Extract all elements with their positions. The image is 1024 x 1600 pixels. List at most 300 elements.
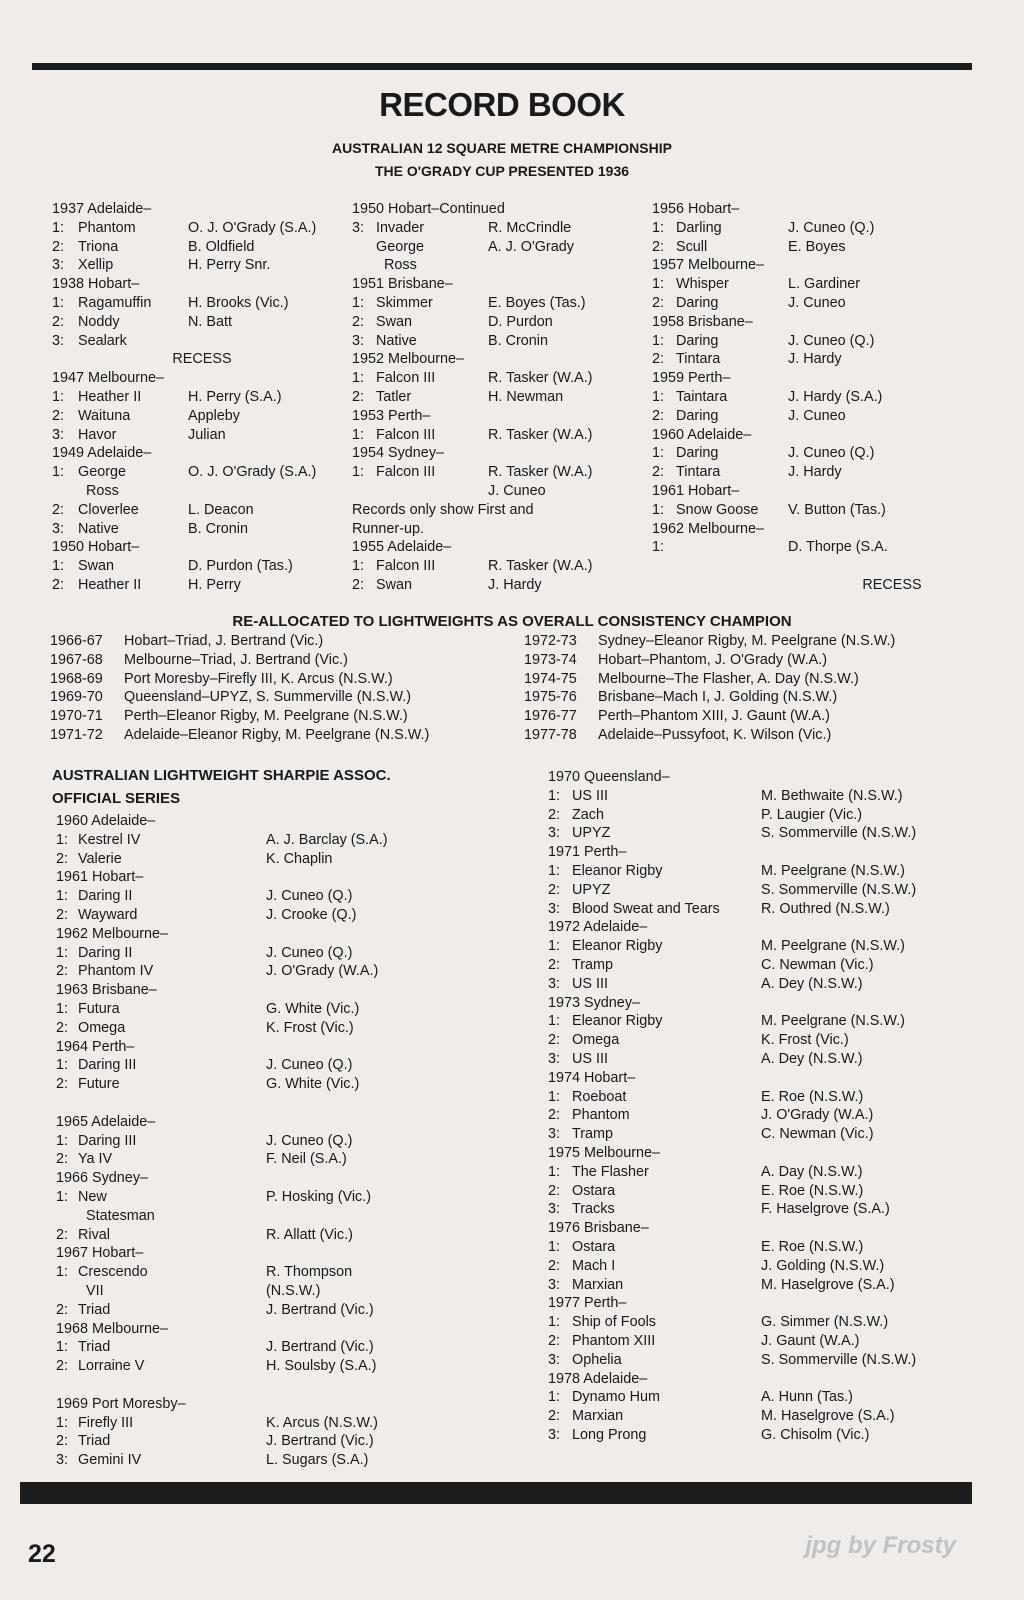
record-row bbox=[548, 1407, 978, 1426]
yacht-name: Ophelia bbox=[572, 1351, 622, 1368]
place-or-heading: 2: bbox=[548, 881, 561, 898]
place-or-heading: 2: bbox=[52, 238, 65, 255]
place-or-heading: 1: bbox=[52, 558, 65, 575]
season: 1968-69 bbox=[50, 670, 103, 687]
skipper: J. Cuneo bbox=[788, 294, 846, 311]
place-or-heading: 1976 Brisbane– bbox=[548, 1220, 649, 1237]
championship-column-3 bbox=[652, 200, 922, 595]
skipper: P. Laugier (Vic.) bbox=[761, 806, 863, 823]
record-row bbox=[548, 881, 978, 900]
record-row bbox=[56, 1263, 486, 1282]
yacht-name: Daring III bbox=[78, 1132, 137, 1149]
record-row bbox=[56, 944, 486, 963]
yacht-name: Blood Sweat and Tears bbox=[572, 900, 720, 917]
record-row bbox=[548, 1125, 978, 1144]
record-row bbox=[56, 812, 486, 831]
record-row bbox=[548, 1012, 978, 1031]
place-or-heading: 1960 Adelaide– bbox=[652, 426, 752, 443]
skipper: (N.S.W.) bbox=[266, 1282, 321, 1299]
sharpie-subtitle: OFFICIAL SERIES bbox=[52, 790, 181, 807]
record-row bbox=[56, 1000, 486, 1019]
place-or-heading: 2: bbox=[56, 1301, 69, 1318]
record-row bbox=[56, 868, 486, 887]
skipper: R. Tasker (W.A.) bbox=[488, 558, 593, 575]
place-or-heading: 3: bbox=[52, 332, 65, 349]
record-row bbox=[548, 975, 978, 994]
skipper: F. Haselgrove (S.A.) bbox=[761, 1201, 890, 1218]
record-row bbox=[548, 1050, 978, 1069]
result: Melbourne–The Flasher, A. Day (N.S.W.) bbox=[598, 670, 859, 687]
record-row bbox=[56, 1451, 486, 1470]
reallocated-heading: RE-ALLOCATED TO LIGHTWEIGHTS AS OVERALL CONSISTENCY CHAMPION bbox=[232, 613, 792, 630]
yacht-name: Ross bbox=[376, 257, 417, 274]
result: Perth–Eleanor Rigby, M. Peelgrane (N.S.W.) bbox=[124, 708, 408, 725]
record-entry bbox=[524, 670, 984, 689]
record-row bbox=[56, 981, 486, 1000]
place-or-heading: 1972 Adelaide– bbox=[548, 919, 648, 936]
yacht-name: Omega bbox=[572, 1032, 620, 1049]
place-or-heading: 2: bbox=[56, 1151, 69, 1168]
yacht-name: Valerie bbox=[78, 850, 122, 867]
place-or-heading: 1960 Adelaide– bbox=[56, 813, 156, 829]
result: Perth–Phantom XIII, J. Gaunt (W.A.) bbox=[598, 708, 830, 725]
yacht-name: Gemini IV bbox=[78, 1452, 142, 1469]
yacht-name: Ya IV bbox=[78, 1151, 113, 1168]
yacht-name: Daring II bbox=[78, 888, 133, 905]
yacht-name: Darling bbox=[676, 219, 722, 236]
place-or-heading: 1957 Melbourne– bbox=[652, 257, 765, 274]
record-row bbox=[352, 482, 642, 501]
record-row bbox=[652, 275, 922, 294]
record-row bbox=[548, 1388, 978, 1407]
yacht-name: Future bbox=[78, 1076, 120, 1093]
skipper: J. Hardy bbox=[788, 351, 842, 368]
record-row bbox=[652, 200, 922, 219]
place-or-heading: 1: bbox=[56, 1339, 69, 1356]
recess-label: RECESS bbox=[172, 351, 232, 368]
season: 1966-67 bbox=[50, 633, 103, 649]
skipper: J. Hardy (S.A.) bbox=[788, 388, 883, 405]
yacht-name: George bbox=[376, 238, 424, 255]
record-row bbox=[56, 1282, 486, 1301]
skipper: K. Frost (Vic.) bbox=[761, 1032, 849, 1049]
record-row bbox=[548, 1332, 978, 1351]
season: 1976-77 bbox=[524, 708, 577, 725]
record-row bbox=[652, 219, 922, 238]
place-or-heading: 1: bbox=[352, 370, 365, 387]
yacht-name: New bbox=[78, 1188, 107, 1205]
skipper: O. J. O'Grady (S.A.) bbox=[188, 464, 317, 481]
place-or-heading: 3: bbox=[548, 1276, 561, 1293]
skipper: K. Chaplin bbox=[266, 850, 333, 867]
yacht-name: US III bbox=[572, 787, 608, 804]
place-or-heading: 2: bbox=[548, 1182, 561, 1199]
skipper: B. Cronin bbox=[188, 520, 248, 537]
place-or-heading: 1956 Hobart– bbox=[652, 201, 740, 217]
place-or-heading: 1970 Queensland– bbox=[548, 769, 670, 785]
yacht-name: Futura bbox=[78, 1000, 120, 1017]
skipper: J. Gaunt (W.A.) bbox=[761, 1332, 860, 1349]
record-row bbox=[352, 256, 642, 275]
record-entry bbox=[50, 632, 510, 651]
record-row bbox=[52, 369, 342, 388]
place-or-heading: 3: bbox=[548, 1126, 561, 1143]
place-or-heading: 1949 Adelaide– bbox=[52, 445, 152, 462]
record-row bbox=[652, 538, 922, 557]
place-or-heading: 1: bbox=[56, 1132, 69, 1149]
championship-subtitle: AUSTRALIAN 12 SQUARE METRE CHAMPIONSHIP bbox=[332, 140, 672, 156]
top-rule bbox=[32, 63, 972, 70]
place-or-heading: 2: bbox=[548, 956, 561, 973]
yacht-name: Tracks bbox=[572, 1201, 615, 1218]
record-row bbox=[352, 463, 642, 482]
record-row bbox=[652, 426, 922, 445]
result: Melbourne–Triad, J. Bertrand (Vic.) bbox=[124, 651, 348, 668]
place-or-heading: 1974 Hobart– bbox=[548, 1069, 636, 1086]
championship-column-2 bbox=[352, 200, 642, 595]
record-row bbox=[52, 238, 342, 257]
skipper: M. Haselgrove (S.A.) bbox=[761, 1408, 895, 1425]
record-row bbox=[352, 332, 642, 351]
sharpie-results-left bbox=[56, 812, 486, 1470]
record-row bbox=[52, 444, 342, 463]
skipper: E. Roe (N.S.W.) bbox=[761, 1182, 864, 1199]
record-row bbox=[652, 501, 922, 520]
place-or-heading: 1953 Perth– bbox=[352, 407, 431, 424]
place-or-heading: Records only show First and bbox=[352, 501, 534, 518]
place-or-heading: 1: bbox=[352, 294, 365, 311]
record-row bbox=[652, 463, 922, 482]
place-or-heading: 1: bbox=[56, 1057, 69, 1074]
record-row bbox=[548, 937, 978, 956]
place-or-heading: 2: bbox=[52, 407, 65, 424]
skipper: M. Bethwaite (N.S.W.) bbox=[761, 787, 903, 804]
place-or-heading: 2: bbox=[652, 294, 665, 311]
record-row bbox=[548, 1313, 978, 1332]
skipper: R. Tasker (W.A.) bbox=[488, 464, 593, 481]
yacht-name: UPYZ bbox=[572, 881, 611, 898]
skipper: J. Crooke (Q.) bbox=[266, 906, 357, 923]
place-or-heading: 1: bbox=[352, 426, 365, 443]
place-or-heading: 1937 Adelaide– bbox=[52, 201, 152, 217]
yacht-name: Phantom XIII bbox=[572, 1332, 656, 1349]
place-or-heading: 2: bbox=[52, 313, 65, 330]
place-or-heading: 2: bbox=[56, 1433, 69, 1450]
skipper: A. Dey (N.S.W.) bbox=[761, 975, 863, 992]
skipper: E. Boyes bbox=[788, 238, 846, 255]
skipper: A. J. Barclay (S.A.) bbox=[266, 831, 388, 848]
record-row bbox=[52, 426, 342, 445]
skipper: H. Soulsby (S.A.) bbox=[266, 1358, 377, 1375]
place-or-heading: 1: bbox=[548, 787, 561, 804]
place-or-heading: 1: bbox=[56, 1414, 69, 1431]
record-row bbox=[56, 1244, 486, 1263]
record-row bbox=[56, 962, 486, 981]
yacht-name: Swan bbox=[376, 313, 412, 330]
record-entry bbox=[524, 688, 984, 707]
skipper: Appleby bbox=[188, 407, 241, 424]
season: 1973-74 bbox=[524, 651, 577, 668]
place-or-heading: 1: bbox=[52, 464, 65, 481]
yacht-name: Tramp bbox=[572, 1126, 614, 1143]
record-row bbox=[56, 1432, 486, 1451]
place-or-heading: 2: bbox=[52, 576, 65, 593]
place-or-heading: 2: bbox=[56, 1226, 69, 1243]
place-or-heading: 1: bbox=[652, 501, 665, 518]
place-or-heading: 3: bbox=[352, 219, 365, 236]
record-row bbox=[352, 426, 642, 445]
record-row bbox=[352, 407, 642, 426]
place-or-heading: 1: bbox=[652, 219, 665, 236]
place-or-heading: 2: bbox=[52, 501, 65, 518]
skipper: J. Cuneo (Q.) bbox=[788, 219, 875, 236]
yacht-name: Native bbox=[78, 520, 119, 537]
yacht-name: Snow Goose bbox=[676, 501, 759, 518]
record-row bbox=[652, 482, 922, 501]
place-or-heading: 1: bbox=[548, 1163, 561, 1180]
record-row bbox=[548, 1088, 978, 1107]
record-row bbox=[52, 313, 342, 332]
record-row bbox=[52, 332, 342, 351]
skipper: A. Dey (N.S.W.) bbox=[761, 1050, 863, 1067]
place-or-heading: 1: bbox=[652, 332, 665, 349]
record-row bbox=[56, 1113, 486, 1132]
yacht-name: US III bbox=[572, 1050, 608, 1067]
skipper: G. Simmer (N.S.W.) bbox=[761, 1314, 889, 1331]
yacht-name: Scull bbox=[676, 238, 708, 255]
record-row bbox=[548, 956, 978, 975]
place-or-heading: 2: bbox=[548, 1408, 561, 1425]
place-or-heading: 1: bbox=[652, 388, 665, 405]
place-or-heading: 1975 Melbourne– bbox=[548, 1144, 661, 1161]
skipper: C. Newman (Vic.) bbox=[761, 1126, 874, 1143]
skipper: M. Peelgrane (N.S.W.) bbox=[761, 862, 905, 879]
skipper: S. Sommerville (N.S.W.) bbox=[761, 1351, 917, 1368]
record-row bbox=[548, 1219, 978, 1238]
skipper: J. Bertrand (Vic.) bbox=[266, 1339, 374, 1356]
record-entry bbox=[524, 726, 984, 745]
place-or-heading: 2: bbox=[56, 906, 69, 923]
yacht-name: Swan bbox=[376, 576, 412, 593]
record-row bbox=[548, 1426, 978, 1445]
place-or-heading: 1938 Hobart– bbox=[52, 276, 140, 293]
yacht-name: Daring II bbox=[78, 944, 133, 961]
record-row bbox=[352, 238, 642, 257]
record-row bbox=[652, 332, 922, 351]
place-or-heading: 1977 Perth– bbox=[548, 1295, 627, 1312]
record-row bbox=[352, 576, 642, 595]
place-or-heading: 2: bbox=[652, 407, 665, 424]
place-or-heading: 1: bbox=[56, 831, 69, 848]
yacht-name: Cloverlee bbox=[78, 501, 139, 518]
yacht-name: Triona bbox=[78, 238, 119, 255]
record-row bbox=[652, 350, 922, 369]
record-row bbox=[652, 388, 922, 407]
record-row bbox=[548, 1200, 978, 1219]
yacht-name: Noddy bbox=[78, 313, 120, 330]
record-row bbox=[56, 1019, 486, 1038]
record-row bbox=[548, 806, 978, 825]
record-row bbox=[52, 482, 342, 501]
skipper: D. Thorpe (S.A. bbox=[788, 539, 888, 556]
yacht-name: Sealark bbox=[78, 332, 127, 349]
place-or-heading: 1951 Brisbane– bbox=[352, 276, 453, 293]
yacht-name: Eleanor Rigby bbox=[572, 1013, 663, 1030]
skipper: L. Gardiner bbox=[788, 276, 860, 293]
skipper: F. Neil (S.A.) bbox=[266, 1151, 347, 1168]
skipper: J. O'Grady (W.A.) bbox=[266, 963, 379, 980]
skipper: H. Brooks (Vic.) bbox=[188, 294, 289, 311]
yacht-name: Whisper bbox=[676, 276, 729, 293]
skipper: J. Cuneo (Q.) bbox=[788, 445, 875, 462]
reallocated-list-left bbox=[50, 632, 510, 745]
place-or-heading: 3: bbox=[548, 1050, 561, 1067]
record-row bbox=[548, 1370, 978, 1389]
skipper: E. Boyes (Tas.) bbox=[488, 294, 586, 311]
yacht-name: Phantom bbox=[78, 219, 136, 236]
record-row bbox=[52, 275, 342, 294]
sharpie-results-right bbox=[548, 768, 978, 1445]
record-row bbox=[56, 1169, 486, 1188]
place-or-heading: 1961 Hobart– bbox=[56, 869, 144, 886]
yacht-name: Omega bbox=[78, 1019, 126, 1036]
record-row bbox=[548, 1294, 978, 1313]
yacht-name: Daring bbox=[676, 294, 719, 311]
record-row bbox=[56, 1320, 486, 1339]
season: 1967-68 bbox=[50, 651, 103, 668]
skipper: J. Cuneo (Q.) bbox=[266, 888, 353, 905]
record-row bbox=[548, 1276, 978, 1295]
yacht-name: George bbox=[78, 464, 126, 481]
place-or-heading: 1958 Brisbane– bbox=[652, 313, 753, 330]
yacht-name: Skimmer bbox=[376, 294, 433, 311]
result: Brisbane–Mach I, J. Golding (N.S.W.) bbox=[598, 689, 838, 706]
place-or-heading: 2: bbox=[548, 1032, 561, 1049]
yacht-name: Triad bbox=[78, 1301, 111, 1318]
skipper: A. J. O'Grady bbox=[488, 238, 574, 255]
place-or-heading: 1967 Hobart– bbox=[56, 1245, 144, 1262]
record-row bbox=[352, 313, 642, 332]
result: Adelaide–Pussyfoot, K. Wilson (Vic.) bbox=[598, 726, 832, 743]
place-or-heading: 1: bbox=[548, 862, 561, 879]
skipper: O. J. O'Grady (S.A.) bbox=[188, 219, 317, 236]
record-row bbox=[52, 501, 342, 520]
skipper: L. Deacon bbox=[188, 501, 254, 518]
place-or-heading: 2: bbox=[548, 1107, 561, 1124]
record-row bbox=[52, 538, 342, 557]
place-or-heading: Runner-up. bbox=[352, 520, 424, 537]
record-row bbox=[548, 1144, 978, 1163]
place-or-heading: 1961 Hobart– bbox=[652, 482, 740, 499]
season: 1970-71 bbox=[50, 708, 103, 725]
place-or-heading: 3: bbox=[548, 1201, 561, 1218]
yacht-name: Long Prong bbox=[572, 1426, 647, 1443]
skipper: S. Sommerville (N.S.W.) bbox=[761, 881, 917, 898]
record-row bbox=[548, 1351, 978, 1370]
yacht-name: Invader bbox=[376, 219, 424, 236]
result: Hobart–Triad, J. Bertrand (Vic.) bbox=[124, 633, 324, 649]
season: 1974-75 bbox=[524, 670, 577, 687]
yacht-name: Havor bbox=[78, 426, 117, 443]
record-row bbox=[548, 1106, 978, 1125]
record-row bbox=[652, 238, 922, 257]
skipper: R. Allatt (Vic.) bbox=[266, 1226, 353, 1243]
recess-label: RECESS bbox=[862, 576, 922, 593]
record-row bbox=[52, 463, 342, 482]
place-or-heading: 3: bbox=[548, 1351, 561, 1368]
place-or-heading: 1966 Sydney– bbox=[56, 1170, 149, 1187]
skipper: A. Hunn (Tas.) bbox=[761, 1389, 853, 1406]
place-or-heading: 1: bbox=[548, 1238, 561, 1255]
record-row bbox=[56, 925, 486, 944]
yacht-name: Wayward bbox=[78, 906, 138, 923]
record-row bbox=[52, 520, 342, 539]
place-or-heading: 1: bbox=[56, 944, 69, 961]
record-row bbox=[548, 1031, 978, 1050]
skipper: K. Arcus (N.S.W.) bbox=[266, 1414, 378, 1431]
record-row bbox=[56, 1207, 486, 1226]
skipper: H. Newman bbox=[488, 388, 564, 405]
yacht-name: Taintara bbox=[676, 388, 728, 405]
record-row bbox=[548, 918, 978, 937]
skipper: P. Hosking (Vic.) bbox=[266, 1188, 372, 1205]
record-row bbox=[52, 294, 342, 313]
skipper: R. Tasker (W.A.) bbox=[488, 426, 593, 443]
record-row bbox=[56, 831, 486, 850]
record-row bbox=[52, 350, 342, 369]
record-row bbox=[52, 576, 342, 595]
record-row bbox=[56, 1338, 486, 1357]
yacht-name: US III bbox=[572, 975, 608, 992]
yacht-name: VII bbox=[78, 1282, 104, 1299]
yacht-name: Waituna bbox=[78, 407, 131, 424]
record-entry bbox=[50, 726, 510, 745]
place-or-heading: 1952 Melbourne– bbox=[352, 351, 465, 368]
skipper: E. Roe (N.S.W.) bbox=[761, 1238, 864, 1255]
record-row bbox=[352, 275, 642, 294]
yacht-name: Daring bbox=[676, 407, 719, 424]
skipper: Julian bbox=[188, 426, 226, 443]
skipper: R. Thompson bbox=[266, 1264, 353, 1281]
place-or-heading: 2: bbox=[548, 1257, 561, 1274]
record-row bbox=[652, 557, 922, 576]
place-or-heading: 1: bbox=[652, 445, 665, 462]
record-row bbox=[548, 1238, 978, 1257]
place-or-heading: 1964 Perth– bbox=[56, 1038, 135, 1055]
yacht-name: Crescendo bbox=[78, 1264, 148, 1281]
place-or-heading: 1971 Perth– bbox=[548, 844, 627, 861]
place-or-heading: 2: bbox=[352, 576, 365, 593]
yacht-name: Ross bbox=[78, 482, 119, 499]
yacht-name: Triad bbox=[78, 1433, 111, 1450]
skipper: H. Perry Snr. bbox=[188, 257, 271, 274]
place-or-heading: 1: bbox=[548, 938, 561, 955]
skipper: V. Button (Tas.) bbox=[788, 501, 886, 518]
skipper: R. McCrindle bbox=[488, 219, 572, 236]
record-row bbox=[548, 1182, 978, 1201]
record-entry bbox=[524, 632, 984, 651]
place-or-heading: 1950 Hobart–Continued bbox=[352, 201, 505, 217]
place-or-heading: 2: bbox=[56, 850, 69, 867]
place-or-heading: 1947 Melbourne– bbox=[52, 370, 165, 387]
record-row bbox=[56, 1150, 486, 1169]
yacht-name: Swan bbox=[78, 558, 114, 575]
place-or-heading: 1973 Sydney– bbox=[548, 994, 641, 1011]
record-row bbox=[652, 256, 922, 275]
skipper: J. Cuneo bbox=[788, 407, 846, 424]
place-or-heading: 2: bbox=[652, 351, 665, 368]
skipper: J. Hardy bbox=[788, 464, 842, 481]
